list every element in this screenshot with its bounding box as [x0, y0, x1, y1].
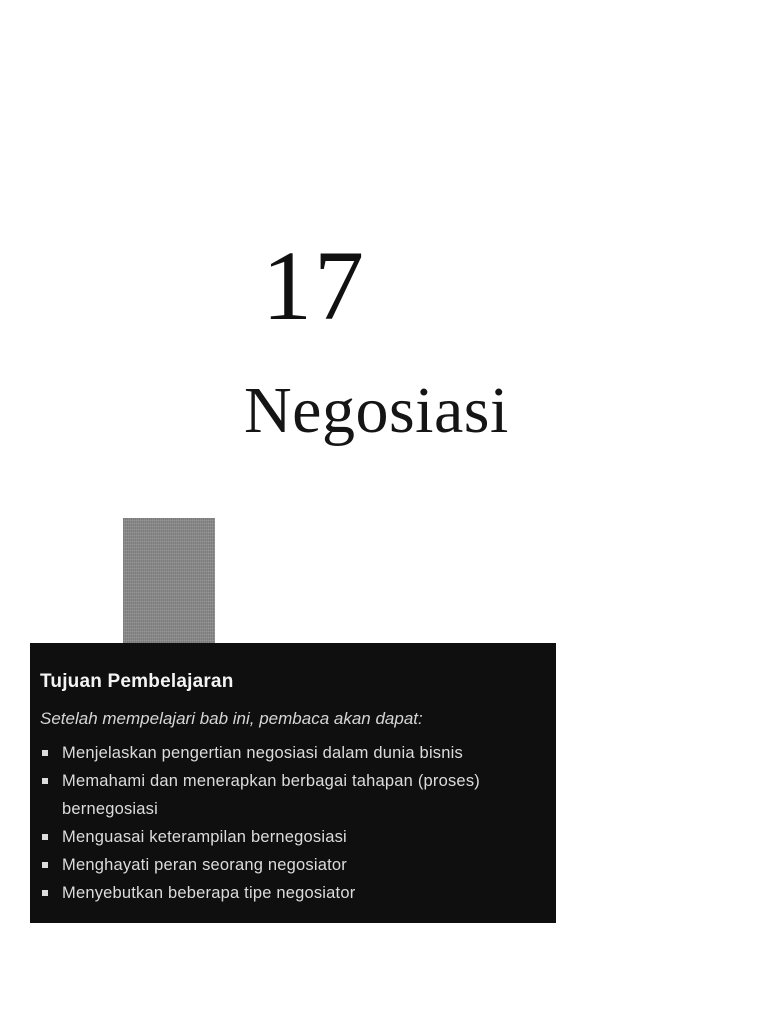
objective-item — [40, 851, 556, 879]
objective-text: Menghayati peran seorang negosiator — [62, 856, 347, 874]
square-bullet-icon — [42, 862, 48, 868]
square-bullet-icon — [42, 834, 48, 840]
chapter-title: Negosiasi — [244, 374, 509, 447]
objective-text: Menguasai keterampilan bernegosiasi — [62, 828, 347, 846]
objectives-list — [40, 739, 556, 907]
decorative-grey-block — [123, 518, 215, 644]
objectives-intro: Setelah mempelajari bab ini, pembaca akan dapat: — [40, 709, 423, 728]
objective-item — [40, 879, 556, 907]
objectives-heading: Tujuan Pembelajaran — [40, 671, 234, 692]
square-bullet-icon — [42, 890, 48, 896]
square-bullet-icon — [42, 750, 48, 756]
objective-item — [40, 823, 556, 851]
objective-text: Menyebutkan beberapa tipe negosiator — [62, 884, 356, 902]
square-bullet-icon — [42, 778, 48, 784]
objective-item — [40, 739, 556, 767]
chapter-number: 17 — [262, 230, 366, 341]
learning-objectives-box — [30, 643, 556, 923]
objective-item — [40, 767, 556, 823]
objective-text: Menjelaskan pengertian negosiasi dalam dunia bisnis — [62, 744, 463, 762]
objective-text: Memahami dan menerapkan berbagai tahapan (proses) bernegosiasi — [62, 772, 480, 818]
